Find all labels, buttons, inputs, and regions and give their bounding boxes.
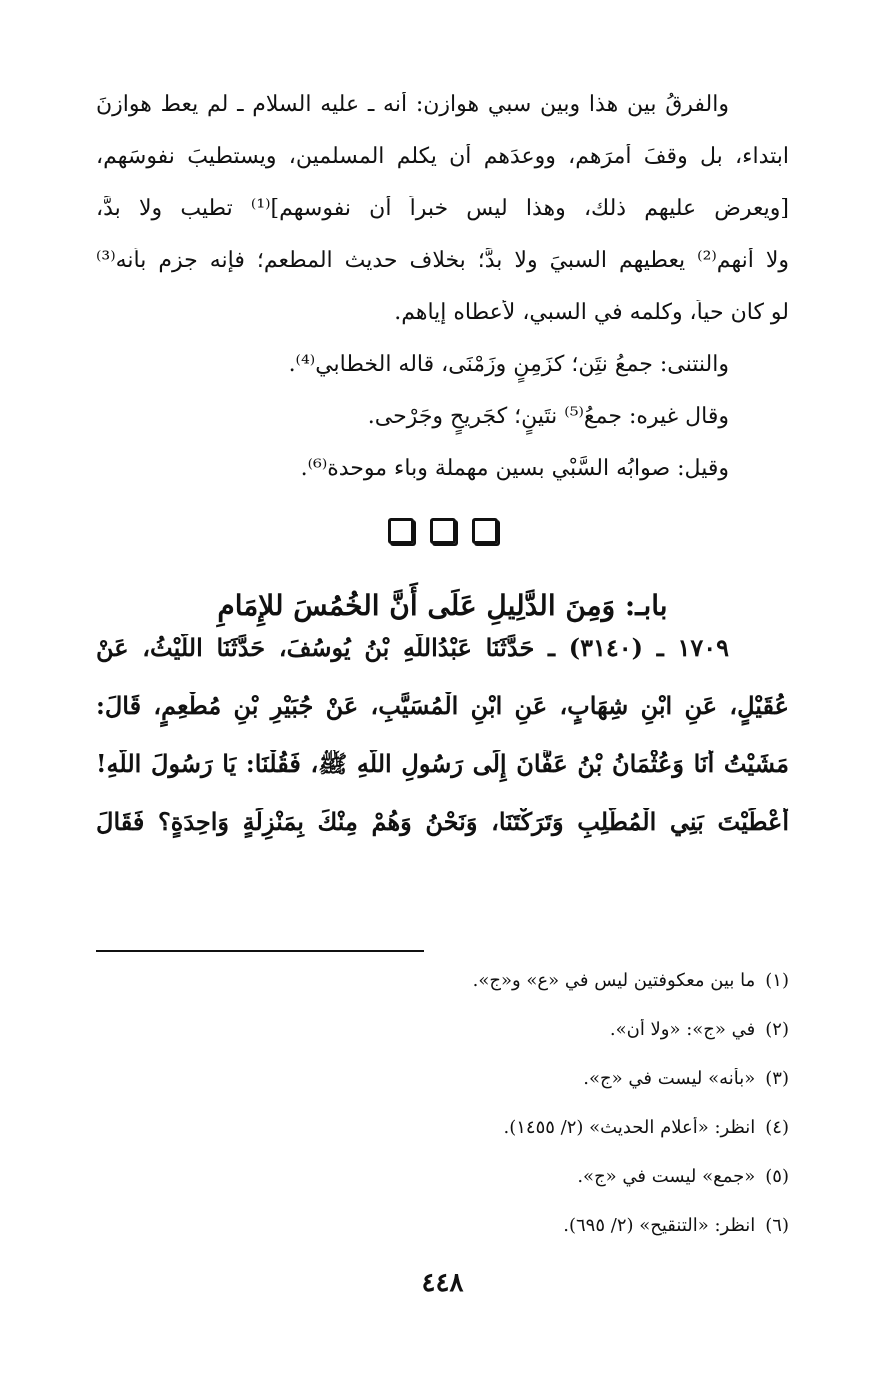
footnote-text: ما بين معكوفتين ليس في «ع» و«ج».	[472, 970, 756, 991]
definition-line: وقيل: صوابُه السَّبْي بسين مهملة وباء موحدة⁽⁶⁾.	[300, 456, 729, 481]
definitions	[96, 352, 789, 508]
footnote-item	[96, 1117, 789, 1166]
square-ornament-icon	[472, 518, 498, 544]
chapter-title: بابـ: وَمِنَ الدَّلِيلِ عَلَى أَنَّ الخُمُسَ للإِمَامِ	[217, 589, 668, 622]
footnote-number: (٦)	[765, 1215, 789, 1236]
footnote-item	[96, 970, 789, 1019]
hadith-line: مَشَيْتُ أَنَا وَعُثْمَانُ بْنُ عَفَّانَ إِلَى رَسُولِ اللَّهِ ﷺ، فَقُلْنَا: يَا رَسُولَ اللَّهِ!	[96, 750, 789, 778]
page-number: ٤٤٨	[421, 1268, 464, 1298]
text-line: [ويعرض عليهم ذلك، وهذا ليس خبراً أن نفوسهم]⁽¹⁾ تطيب ولا بدَّ،	[96, 196, 789, 221]
text-line: ابتداء، بل وقفَ أمرَهم، ووعدَهم أن يكلم المسلمين، ويستطيبَ نفوسَهم،	[96, 144, 789, 169]
footnote-item	[96, 1215, 789, 1264]
footnote-number: (٣)	[765, 1068, 789, 1089]
footnotes	[96, 970, 789, 1264]
footnote-item	[96, 1166, 789, 1215]
footnote-text: «بأنه» ليست في «ج».	[583, 1068, 756, 1089]
square-ornament-icon	[388, 518, 414, 544]
footnote-number: (٥)	[765, 1166, 789, 1187]
hadith-line: ١٧٠٩ ـ (٣١٤٠) ـ حَدَّثَنَا عَبْدُاللَّهِ بْنُ يُوسُفَ، حَدَّثَنَا اللَّيْثُ، عَنْ	[96, 634, 729, 662]
square-ornament-icon	[430, 518, 456, 544]
footnote-item	[96, 1068, 789, 1117]
footnote-number: (٢)	[765, 1019, 789, 1040]
footnote-number: (٤)	[765, 1117, 789, 1138]
text-line: لو كان حياً، وكلمه في السبي، لأعطاه إياهم.	[394, 300, 789, 325]
footnote-text: في «ج»: «ولا أن».	[609, 1019, 756, 1040]
text-line: ولا أنهم⁽²⁾ يعطيهم السبيَ ولا بدَّ؛ بخلاف حديث المطعم؛ فإنه جزم بأنه⁽³⁾	[96, 248, 789, 273]
footnote-number: (١)	[765, 970, 789, 991]
footnote-text: انظر: «أعلام الحديث» (٢/ ١٤٥٥).	[503, 1117, 756, 1138]
text-line: والفرقُ بين هذا وبين سبي هوازن: أنه ـ عليه السلام ـ لم يعط هوازنَ	[96, 92, 729, 117]
hadith-line: أَعْطَيْتَ بَنِي الْمُطَّلِبِ وَتَرَكْتَنَا، وَنَحْنُ وَهُمْ مِنْكَ بِمَنْزِلَةٍ وَاحِدَةٍ؟ فَقَالَ	[96, 808, 789, 836]
section-ornament	[96, 508, 789, 578]
main-text	[96, 92, 789, 866]
paragraph	[96, 92, 789, 352]
footnote-divider	[96, 950, 424, 952]
hadith-text	[96, 634, 789, 866]
footnote-item	[96, 1019, 789, 1068]
footnote-text: «جمع» ليست في «ج».	[577, 1166, 756, 1187]
footnote-text: انظر: «التنقيح» (٢/ ٦٩٥).	[563, 1215, 756, 1236]
definition-line: والنتنى: جمعُ نتَِن؛ كزَمِنٍ وزَمْنَى، قاله الخطابي⁽⁴⁾.	[288, 352, 729, 377]
definition-line: وقال غيره: جمعُ⁽⁵⁾ نتَينٍ؛ كجَريحٍ وجَرْحى.	[367, 404, 729, 429]
hadith-line: عُقَيْلٍ، عَنِ ابْنِ شِهَابٍ، عَنِ ابْنِ الْمُسَيَّبِ، عَنْ جُبَيْرِ بْنِ مُطْعِمٍ، قَالَ:	[96, 692, 789, 720]
